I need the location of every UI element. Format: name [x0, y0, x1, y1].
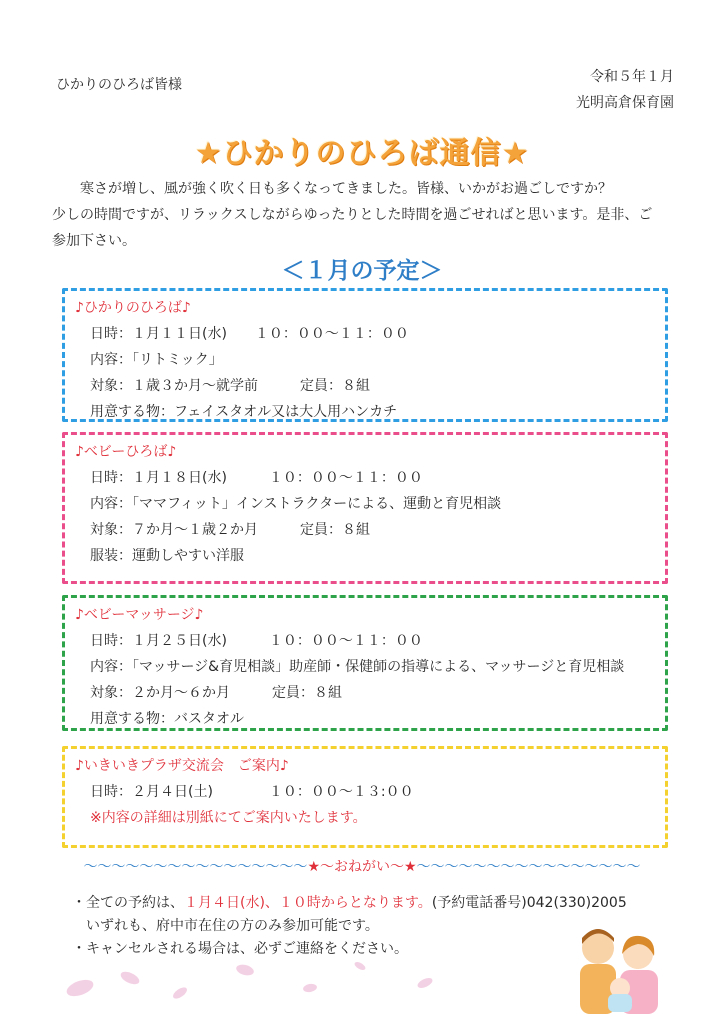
event-title: ♪ひかりのひろば♪	[75, 300, 191, 316]
intro-line: 参加下さい。	[52, 233, 136, 249]
event-note: ※内容の詳細は別紙にてご案内いたします。	[90, 810, 367, 826]
event-box-baby-hiroba	[62, 432, 668, 584]
event-box-baby-massage	[62, 595, 668, 731]
event-box-hikari	[62, 288, 668, 422]
event-line: 内容：「リトミック」	[90, 352, 223, 368]
event-line: 日時：１月１８日(水) １０：００～１１：００	[90, 470, 423, 486]
event-title: ♪ベビーひろば♪	[75, 444, 177, 460]
event-line: 用意する物：フェイスタオル又は大人用ハンカチ	[90, 404, 398, 420]
note-reservation	[72, 892, 672, 915]
note-text: ・全ての予約は、	[72, 895, 184, 911]
family-illustration	[562, 920, 670, 1016]
event-line: 内容：「マッサージ&育児相談」助産師・保健師の指導による、マッサージと育児相談	[90, 659, 625, 675]
event-title: ♪いきいきプラザ交流会 ご案内♪	[75, 758, 289, 774]
schedule-heading: ＜１月の予定＞	[281, 258, 443, 284]
event-line: 対象：１歳３か月～就学前 定員：８組	[90, 378, 370, 394]
wave-right: ～～～～～～～～～～～～～～～～	[416, 859, 641, 875]
event-line: 対象：２か月～６か月 定員：８組	[90, 685, 342, 701]
event-line: 日時：２月４日(土) １０：００～１３:００	[90, 784, 414, 800]
organization-name: 光明高倉保育園	[576, 95, 674, 111]
event-box-ikiiki-plaza	[62, 746, 668, 848]
request-heading: ★～おねがい～★	[307, 859, 417, 875]
note-residency: いずれも、府中市在住の方のみ参加可能です。	[72, 918, 379, 934]
event-line: 日時：１月１１日(水) １０：００～１１：００	[90, 326, 409, 342]
note-highlight: １月４日(水)、１０時からとなります。	[184, 895, 432, 911]
intro-line: 少しの時間ですが、リラックスしながらゆったりとした時間を過ごせればと思います。是非、ご	[52, 207, 653, 223]
event-line: 用意する物：バスタオル	[90, 711, 244, 727]
note-phone: (予約電話番号)042(330)2005	[431, 895, 627, 911]
addressee: ひかりのひろば皆様	[56, 77, 182, 93]
request-divider	[72, 856, 652, 876]
petal-decoration	[60, 948, 480, 1008]
event-line: 対象：７か月～１歳２か月 定員：８組	[90, 522, 370, 538]
wave-left: ～～～～～～～～～～～～～～～～	[83, 859, 308, 875]
note-cancel: ・キャンセルされる場合は、必ずご連絡をください。	[72, 941, 408, 957]
newsletter-title: ★ひかりのひろば通信★	[194, 136, 530, 171]
event-line: 日時：１月２５日(水) １０：００～１１：００	[90, 633, 423, 649]
event-line: 内容：「ママフィット」インストラクターによる、運動と育児相談	[90, 496, 502, 512]
issuer-block	[576, 64, 674, 116]
event-line: 服装：運動しやすい洋服	[90, 548, 244, 564]
issue-date: 令和５年１月	[590, 69, 674, 85]
event-title: ♪ベビーマッサージ♪	[75, 607, 204, 623]
intro-paragraph	[52, 176, 682, 254]
intro-line: 寒さが増し、風が強く吹く日も多くなってきました。皆様、いかがお過ごしですか？	[80, 181, 612, 197]
